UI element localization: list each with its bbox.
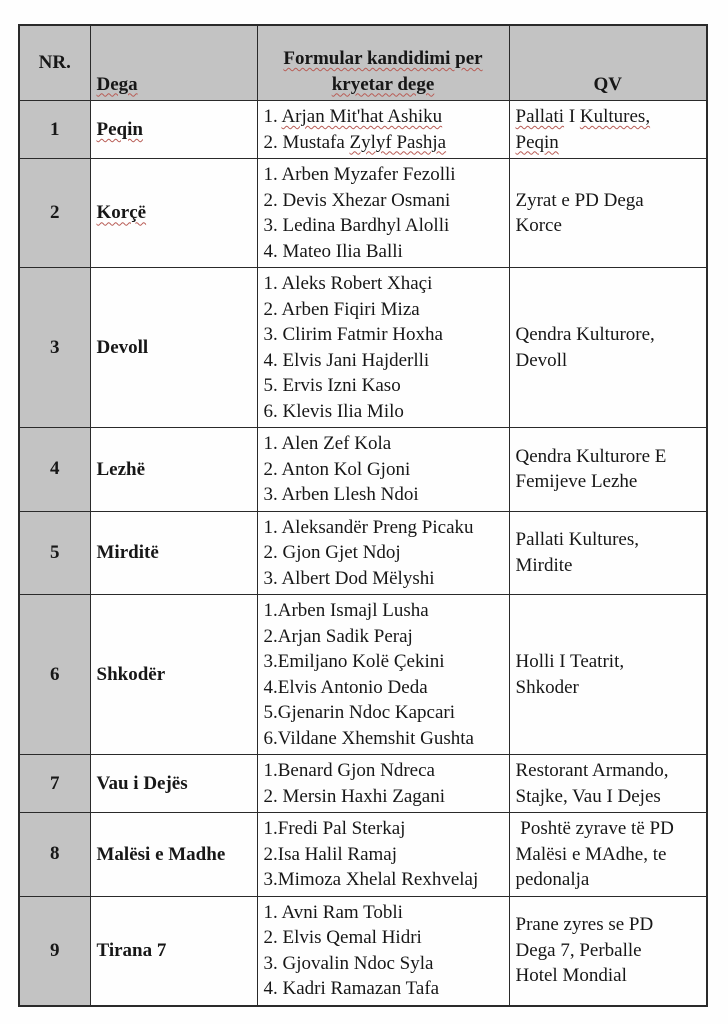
text-line — [516, 130, 701, 156]
table-row — [19, 268, 707, 428]
text-line: Pallati I Kultures, — [515, 106, 651, 127]
candidates-cell — [257, 896, 509, 1006]
dega-cell — [90, 159, 257, 268]
misspelled-word: kryetar dege — [331, 73, 435, 95]
table-row — [19, 428, 707, 512]
table-header — [19, 25, 707, 101]
candidates-table — [18, 24, 708, 1007]
candidates-cell — [257, 813, 509, 897]
qv-cell — [509, 755, 707, 813]
text-line: Korce — [515, 215, 562, 236]
dega-cell — [90, 896, 257, 1006]
misspelled-word: Zylyf Pashja — [349, 131, 447, 153]
table-row — [19, 755, 707, 813]
nr-cell: 9 — [19, 896, 90, 1006]
table-row — [19, 159, 707, 268]
dega-cell — [90, 813, 257, 897]
text-line: Lezhë — [96, 458, 146, 480]
text-line: 4.Elvis Antonio Deda — [263, 676, 428, 698]
candidates-cell — [257, 511, 509, 595]
text-line: Stajke, Vau I Dejes — [515, 785, 661, 807]
text-line: Shkodër — [96, 663, 166, 685]
text-line: 4. Mateo Ilia Balli — [263, 240, 403, 262]
text-line: 3. Ledina Bardhyl Alolli — [263, 215, 450, 236]
misspelled-word: Formular kandidimi per — [283, 48, 483, 69]
misspelled-word: Arjan Mit'hat Ashiku — [281, 106, 443, 127]
table-row — [19, 813, 707, 897]
text-line: 4. Elvis Jani Hajderlli — [263, 349, 430, 371]
text-line: Restorant Armando, — [515, 760, 669, 781]
text-line: Prane zyres se PD — [515, 914, 654, 936]
text-line: 3. Gjovalin Ndoc Syla — [263, 952, 434, 974]
text-line: 2. Mustafa Zylyf Pashja — [263, 131, 447, 153]
candidates-cell — [257, 595, 509, 755]
text-line: Hotel Mondial — [515, 965, 627, 987]
text-line: Devoll — [96, 336, 149, 358]
text-line — [264, 46, 503, 72]
text-line: NR. — [38, 52, 71, 74]
text-line: Zyrat e PD Dega — [515, 189, 644, 211]
header-row — [19, 25, 707, 101]
nr-cell: 4 — [19, 428, 90, 512]
nr-cell: 5 — [19, 511, 90, 595]
text-line: Devoll — [515, 349, 568, 371]
table-row — [19, 595, 707, 755]
misspelled-word: Peqin — [515, 131, 559, 153]
candidates-cell — [257, 101, 509, 159]
text-line — [97, 117, 251, 143]
text-line: 1. Arben Myzafer Fezolli — [263, 164, 456, 185]
text-line: Pallati Kultures, — [515, 529, 639, 551]
text-line: 2.Isa Halil Ramaj — [263, 843, 397, 865]
table-row — [19, 511, 707, 595]
qv-cell — [509, 595, 707, 755]
text-line: 3. Albert Dod Mëlyshi — [263, 567, 435, 589]
candidates-cell — [257, 268, 509, 428]
text-line: pedonalja — [515, 869, 590, 890]
text-line: Femijeve Lezhe — [515, 471, 638, 493]
text-line — [97, 200, 251, 226]
text-line: 2. Gjon Gjet Ndoj — [263, 542, 401, 563]
qv-cell — [509, 268, 707, 428]
text-line: Malësi e MAdhe, te — [515, 843, 667, 865]
misspelled-word: Dega — [96, 73, 138, 95]
text-line: QV — [593, 73, 622, 95]
text-line: 6.Vildane Xhemshit Gushta — [263, 727, 474, 749]
text-line: 3. Arben Llesh Ndoi — [263, 484, 419, 505]
nr-cell: 1 — [19, 101, 90, 159]
text-line: Vau i Dejës — [96, 772, 188, 794]
nr-cell: 2 — [19, 159, 90, 268]
text-line: Mirdite — [515, 554, 573, 576]
nr-cell: 6 — [19, 595, 90, 755]
text-line: 2.Arjan Sadik Peraj — [263, 625, 413, 647]
text-line: 5.Gjenarin Ndoc Kapcari — [263, 702, 456, 723]
text-line: Tirana 7 — [96, 939, 167, 961]
text-line: 6. Klevis Ilia Milo — [263, 400, 404, 422]
misspelled-word: Pallati — [515, 106, 565, 127]
misspelled-word: Korçë — [96, 202, 147, 224]
text-line: Malësi e Madhe — [96, 843, 226, 865]
qv-cell — [509, 428, 707, 512]
header-formular — [257, 25, 509, 101]
text-line: 3.Emiljano Kolë Çekini — [263, 651, 445, 672]
misspelled-word: Peqin — [96, 118, 143, 140]
text-line: Holli I Teatrit, — [515, 651, 625, 672]
text-line: 2. Devis Xhezar Osmani — [263, 189, 451, 211]
text-line: Shkoder — [515, 676, 579, 698]
text-line: 3. Clirim Fatmir Hoxha — [263, 324, 443, 345]
text-line: Qendra Kulturore, — [515, 324, 655, 345]
text-line: 1. Alen Zef Kola — [263, 433, 392, 454]
qv-cell — [509, 896, 707, 1006]
dega-cell — [90, 101, 257, 159]
candidates-cell — [257, 755, 509, 813]
header-nr — [19, 25, 90, 101]
text-line: 1. Arjan Mit'hat Ashiku — [263, 106, 443, 127]
qv-cell — [509, 101, 707, 159]
nr-cell: 8 — [19, 813, 90, 897]
nr-cell: 7 — [19, 755, 90, 813]
qv-cell — [509, 159, 707, 268]
text-line: Qendra Kulturore E — [515, 445, 667, 467]
table-body — [19, 101, 707, 1006]
text-line: Mirditë — [96, 542, 159, 563]
text-line: 1. Aleks Robert Xhaçi — [263, 273, 433, 294]
table-row — [19, 896, 707, 1006]
text-line: Poshtë zyrave të PD — [515, 818, 674, 839]
table-row — [19, 101, 707, 159]
qv-cell — [509, 511, 707, 595]
dega-cell — [90, 755, 257, 813]
text-line: 1. Avni Ram Tobli — [263, 901, 403, 923]
misspelled-word: Kultures, — [579, 106, 651, 127]
text-line: 4. Kadri Ramazan Tafa — [263, 978, 440, 999]
text-line: 1.Arben Ismajl Lusha — [263, 600, 429, 621]
text-line: 3.Mimoza Xhelal Rexhvelaj — [263, 869, 479, 890]
text-line: 2. Anton Kol Gjoni — [263, 458, 411, 480]
text-line: 2. Mersin Haxhi Zagani — [263, 785, 446, 807]
text-line — [97, 72, 251, 98]
text-line: 2. Arben Fiqiri Miza — [263, 298, 420, 320]
dega-cell — [90, 268, 257, 428]
text-line: Dega 7, Perballe — [515, 939, 642, 961]
text-line: 5. Ervis Izni Kaso — [263, 375, 401, 396]
text-line: 1. Aleksandër Preng Picaku — [263, 516, 474, 538]
dega-cell — [90, 511, 257, 595]
text-line: 1.Benard Gjon Ndreca — [263, 760, 435, 781]
header-dega — [90, 25, 257, 101]
text-line: 2. Elvis Qemal Hidri — [263, 927, 422, 948]
candidates-cell — [257, 159, 509, 268]
text-line: 1.Fredi Pal Sterkaj — [263, 818, 406, 839]
nr-cell: 3 — [19, 268, 90, 428]
dega-cell — [90, 595, 257, 755]
candidates-cell — [257, 428, 509, 512]
header-qv — [509, 25, 707, 101]
qv-cell — [509, 813, 707, 897]
dega-cell — [90, 428, 257, 512]
text-line — [264, 72, 503, 98]
